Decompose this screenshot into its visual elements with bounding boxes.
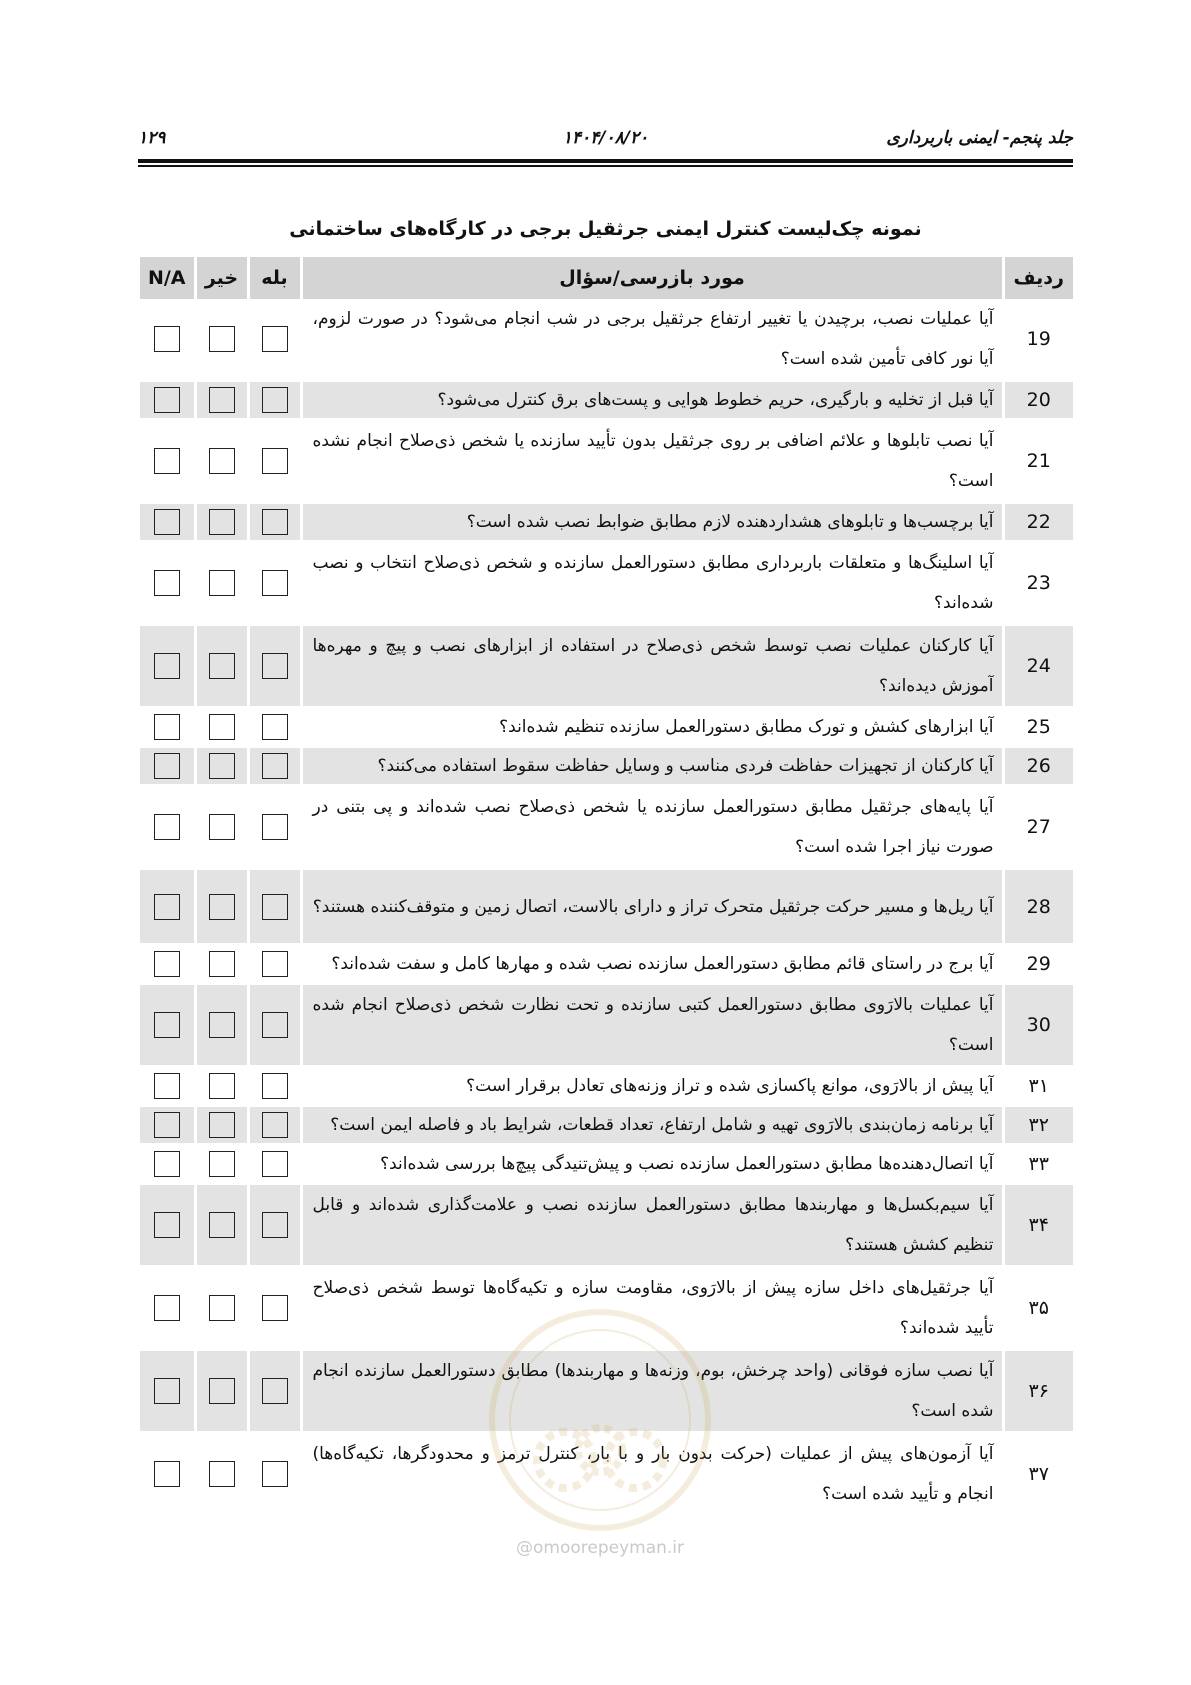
question-text: آیا پایه‌های جرثقیل مطابق دستورالعمل سازنده یا شخص ذی‌صلاح نصب شده‌اند و پی بتنی در صورت نیاز اجرا شده است؟ xyxy=(301,786,1003,869)
question-text: آیا کارکنان از تجهیزات حفاظت فردی مناسب و وسایل حفاظت سقوط استفاده می‌کنند؟ xyxy=(301,747,1003,786)
question-text: آیا اتصال‌دهنده‌ها مطابق دستورالعمل سازنده نصب و پیش‌تنیدگی پیچ‌ها بررسی شده‌اند؟ xyxy=(301,1145,1003,1184)
cell-na xyxy=(140,299,195,381)
checkbox-yes[interactable] xyxy=(262,1012,288,1038)
checkbox-yes[interactable] xyxy=(262,1378,288,1404)
row-number: 29 xyxy=(1003,945,1073,984)
checkbox-na[interactable] xyxy=(154,894,180,920)
row-number: 27 xyxy=(1003,786,1073,869)
cell-no xyxy=(195,381,248,420)
checkbox-yes[interactable] xyxy=(262,448,288,474)
question-text: آیا آزمون‌های پیش از عملیات (حرکت بدون بار و با بار، کنترل ترمز و محدودگرها، تکیه‌گاه‌ها) انجام و تأیید شده است؟ xyxy=(301,1433,1003,1516)
cell-na xyxy=(140,1433,195,1516)
cell-yes xyxy=(248,984,301,1067)
cell-no xyxy=(195,1067,248,1106)
cell-no xyxy=(195,1350,248,1433)
cell-na xyxy=(140,984,195,1067)
checkbox-yes[interactable] xyxy=(262,1212,288,1238)
cell-yes xyxy=(248,1106,301,1145)
checkbox-no[interactable] xyxy=(209,951,235,977)
checkbox-yes[interactable] xyxy=(262,1151,288,1177)
checkbox-no[interactable] xyxy=(209,448,235,474)
row-number: 20 xyxy=(1003,381,1073,420)
header-question: مورد بازرسی/سؤال xyxy=(301,257,1003,299)
checkbox-no[interactable] xyxy=(209,1112,235,1138)
table-row xyxy=(140,503,1073,542)
cell-yes xyxy=(248,747,301,786)
table-row xyxy=(140,1184,1073,1267)
question-text: آیا عملیات بالارَوی مطابق دستورالعمل کتبی سازنده و تحت نظارت شخص ذی‌صلاح انجام شده است؟ xyxy=(301,984,1003,1067)
cell-no xyxy=(195,503,248,542)
row-number: ۳۳ xyxy=(1003,1145,1073,1184)
checkbox-no[interactable] xyxy=(209,387,235,413)
cell-na xyxy=(140,708,195,747)
checkbox-no[interactable] xyxy=(209,326,235,352)
question-text: آیا نصب تابلوها و علائم اضافی بر روی جرثقیل بدون تأیید سازنده یا شخص ذی‌صلاح انجام نشده است؟ xyxy=(301,420,1003,503)
checkbox-yes[interactable] xyxy=(262,509,288,535)
table-header-row xyxy=(140,257,1073,299)
cell-na xyxy=(140,503,195,542)
cell-yes xyxy=(248,503,301,542)
cell-na xyxy=(140,625,195,708)
cell-yes xyxy=(248,299,301,381)
cell-na xyxy=(140,542,195,625)
checkbox-no[interactable] xyxy=(209,753,235,779)
checkbox-no[interactable] xyxy=(209,1295,235,1321)
row-number: 22 xyxy=(1003,503,1073,542)
row-number: ۳۷ xyxy=(1003,1433,1073,1516)
question-text: آیا سیم‌بکسل‌ها و مهاربندها مطابق دستورالعمل سازنده نصب و علامت‌گذاری شده‌اند و قابل تنظیم کشش هستند؟ xyxy=(301,1184,1003,1267)
question-text: آیا ابزارهای کشش و تورک مطابق دستورالعمل سازنده تنظیم شده‌اند؟ xyxy=(301,708,1003,747)
question-text: آیا عملیات نصب، برچیدن یا تغییر ارتفاع جرثقیل برجی در شب انجام می‌شود؟ در صورت لزوم، آیا نور کافی تأمین شده است؟ xyxy=(301,299,1003,381)
cell-yes xyxy=(248,869,301,945)
table-row xyxy=(140,786,1073,869)
checkbox-no[interactable] xyxy=(209,509,235,535)
header-row-number: ردیف xyxy=(1003,257,1073,299)
checkbox-yes[interactable] xyxy=(262,714,288,740)
checkbox-yes[interactable] xyxy=(262,753,288,779)
cell-yes xyxy=(248,1067,301,1106)
question-text: آیا ریل‌ها و مسیر حرکت جرثقیل متحرک تراز و دارای بالاست، اتصال زمین و متوقف‌کننده هستند؟ xyxy=(301,869,1003,945)
cell-yes xyxy=(248,708,301,747)
checkbox-na[interactable] xyxy=(154,1212,180,1238)
checkbox-no[interactable] xyxy=(209,814,235,840)
cell-na xyxy=(140,1267,195,1350)
cell-na xyxy=(140,747,195,786)
question-text: آیا برنامه زمان‌بندی بالارَوی تهیه و شامل ارتفاع، تعداد قطعات، شرایط باد و فاصله ایمن است؟ xyxy=(301,1106,1003,1145)
row-number: ۳۲ xyxy=(1003,1106,1073,1145)
table-row xyxy=(140,420,1073,503)
cell-yes xyxy=(248,1433,301,1516)
cell-yes xyxy=(248,1267,301,1350)
page-number: ۱۲۹ xyxy=(138,128,166,148)
cell-no xyxy=(195,1267,248,1350)
row-number: ۳۱ xyxy=(1003,1067,1073,1106)
checkbox-na[interactable] xyxy=(154,1151,180,1177)
row-number: ۳۶ xyxy=(1003,1350,1073,1433)
checkbox-yes[interactable] xyxy=(262,1295,288,1321)
table-row xyxy=(140,945,1073,984)
table-row xyxy=(140,869,1073,945)
checkbox-no[interactable] xyxy=(209,570,235,596)
row-number: 30 xyxy=(1003,984,1073,1067)
cell-no xyxy=(195,786,248,869)
cell-yes xyxy=(248,381,301,420)
table-row xyxy=(140,542,1073,625)
checkbox-na[interactable] xyxy=(154,753,180,779)
checkbox-yes[interactable] xyxy=(262,1073,288,1099)
row-number: 25 xyxy=(1003,708,1073,747)
header-na: N/A xyxy=(140,257,195,299)
checkbox-no[interactable] xyxy=(209,1073,235,1099)
cell-na xyxy=(140,869,195,945)
table-row xyxy=(140,299,1073,381)
header-yes: بله xyxy=(248,257,301,299)
cell-yes xyxy=(248,420,301,503)
checkbox-na[interactable] xyxy=(154,1073,180,1099)
row-number: ۳۴ xyxy=(1003,1184,1073,1267)
cell-no xyxy=(195,869,248,945)
watermark-text: @omoorepeyman.ir xyxy=(515,1538,685,1558)
cell-na xyxy=(140,1350,195,1433)
question-text: آیا نصب سازه فوقانی (واحد چرخش، بوم، وزنه‌ها و مهاربندها) مطابق دستورالعمل سازنده انجام شده است؟ xyxy=(301,1350,1003,1433)
checkbox-na[interactable] xyxy=(154,448,180,474)
table-row xyxy=(140,747,1073,786)
checkbox-yes[interactable] xyxy=(262,1461,288,1487)
cell-no xyxy=(195,542,248,625)
checkbox-na[interactable] xyxy=(154,714,180,740)
cell-na xyxy=(140,1145,195,1184)
table-row xyxy=(140,984,1073,1067)
table-row xyxy=(140,1433,1073,1516)
cell-no xyxy=(195,420,248,503)
question-text: آیا قبل از تخلیه و بارگیری، حریم خطوط هوایی و پست‌های برق کنترل می‌شود؟ xyxy=(301,381,1003,420)
table-row xyxy=(140,625,1073,708)
cell-na xyxy=(140,420,195,503)
checkbox-yes[interactable] xyxy=(262,653,288,679)
cell-no xyxy=(195,945,248,984)
question-text: آیا برچسب‌ها و تابلوهای هشداردهنده لازم مطابق ضوابط نصب شده است؟ xyxy=(301,503,1003,542)
checkbox-no[interactable] xyxy=(209,653,235,679)
checkbox-yes[interactable] xyxy=(262,951,288,977)
question-text: آیا جرثقیل‌های داخل سازه پیش از بالارَوی، مقاومت سازه و تکیه‌گاه‌ها توسط شخص ذی‌صلاح تأیید شده‌اند؟ xyxy=(301,1267,1003,1350)
cell-na xyxy=(140,381,195,420)
table-row xyxy=(140,708,1073,747)
checkbox-na[interactable] xyxy=(154,326,180,352)
question-text: آیا پیش از بالارَوی، موانع پاکسازی شده و تراز وزنه‌های تعادل برقرار است؟ xyxy=(301,1067,1003,1106)
checkbox-na[interactable] xyxy=(154,1295,180,1321)
cell-no xyxy=(195,1106,248,1145)
cell-na xyxy=(140,1067,195,1106)
cell-yes xyxy=(248,1350,301,1433)
checkbox-no[interactable] xyxy=(209,1461,235,1487)
cell-no xyxy=(195,747,248,786)
cell-na xyxy=(140,1106,195,1145)
checkbox-na[interactable] xyxy=(154,570,180,596)
question-text: آیا اسلینگ‌ها و متعلقات باربرداری مطابق دستورالعمل سازنده و شخص ذی‌صلاح انتخاب و نصب شده‌اند؟ xyxy=(301,542,1003,625)
checkbox-na[interactable] xyxy=(154,1461,180,1487)
checkbox-yes[interactable] xyxy=(262,1112,288,1138)
header-date: ۱۴۰۴/۰۸/۲۰ xyxy=(562,128,649,148)
table-row xyxy=(140,1106,1073,1145)
checkbox-yes[interactable] xyxy=(262,570,288,596)
cell-na xyxy=(140,1184,195,1267)
cell-yes xyxy=(248,945,301,984)
cell-yes xyxy=(248,1145,301,1184)
cell-no xyxy=(195,625,248,708)
checkbox-na[interactable] xyxy=(154,814,180,840)
cell-no xyxy=(195,1433,248,1516)
cell-no xyxy=(195,1184,248,1267)
checkbox-na[interactable] xyxy=(154,1012,180,1038)
cell-no xyxy=(195,299,248,381)
cell-yes xyxy=(248,542,301,625)
checkbox-no[interactable] xyxy=(209,1012,235,1038)
cell-no xyxy=(195,984,248,1067)
cell-na xyxy=(140,786,195,869)
cell-no xyxy=(195,1145,248,1184)
row-number: 23 xyxy=(1003,542,1073,625)
row-number: 26 xyxy=(1003,747,1073,786)
checkbox-yes[interactable] xyxy=(262,326,288,352)
checkbox-yes[interactable] xyxy=(262,894,288,920)
table-row xyxy=(140,1267,1073,1350)
checklist-title: نمونه چک‌لیست کنترل ایمنی جرثقیل برجی در کارگاه‌های ساختمانی xyxy=(289,218,922,240)
checkbox-yes[interactable] xyxy=(262,814,288,840)
checkbox-na[interactable] xyxy=(154,509,180,535)
cell-na xyxy=(140,945,195,984)
row-number: 28 xyxy=(1003,869,1073,945)
cell-yes xyxy=(248,1184,301,1267)
page-header xyxy=(138,126,1073,156)
table-row xyxy=(140,1067,1073,1106)
row-number: 19 xyxy=(1003,299,1073,381)
row-number: 21 xyxy=(1003,420,1073,503)
checkbox-na[interactable] xyxy=(154,653,180,679)
checkbox-yes[interactable] xyxy=(262,387,288,413)
cell-no xyxy=(195,708,248,747)
question-text: آیا برج در راستای قائم مطابق دستورالعمل سازنده نصب شده و مهارها کامل و سفت شده‌اند؟ xyxy=(301,945,1003,984)
checkbox-na[interactable] xyxy=(154,951,180,977)
question-text: آیا کارکنان عملیات نصب توسط شخص ذی‌صلاح در استفاده از ابزارهای نصب و پیچ و مهره‌ها آموزش دیده‌اند؟ xyxy=(301,625,1003,708)
checkbox-no[interactable] xyxy=(209,714,235,740)
book-title: جلد پنجم- ایمنی باربرداری xyxy=(886,128,1073,148)
header-rule-thick xyxy=(138,159,1073,163)
checkbox-na[interactable] xyxy=(154,1378,180,1404)
checkbox-no[interactable] xyxy=(209,894,235,920)
checkbox-no[interactable] xyxy=(209,1212,235,1238)
checkbox-na[interactable] xyxy=(154,1112,180,1138)
checkbox-no[interactable] xyxy=(209,1151,235,1177)
cell-yes xyxy=(248,786,301,869)
table-row xyxy=(140,1350,1073,1433)
table-row xyxy=(140,1145,1073,1184)
checkbox-na[interactable] xyxy=(154,387,180,413)
header-no: خیر xyxy=(195,257,248,299)
checklist-table xyxy=(140,257,1073,1517)
row-number: 24 xyxy=(1003,625,1073,708)
checkbox-no[interactable] xyxy=(209,1378,235,1404)
header-rule-thin xyxy=(138,165,1073,167)
row-number: ۳۵ xyxy=(1003,1267,1073,1350)
table-row xyxy=(140,381,1073,420)
cell-yes xyxy=(248,625,301,708)
